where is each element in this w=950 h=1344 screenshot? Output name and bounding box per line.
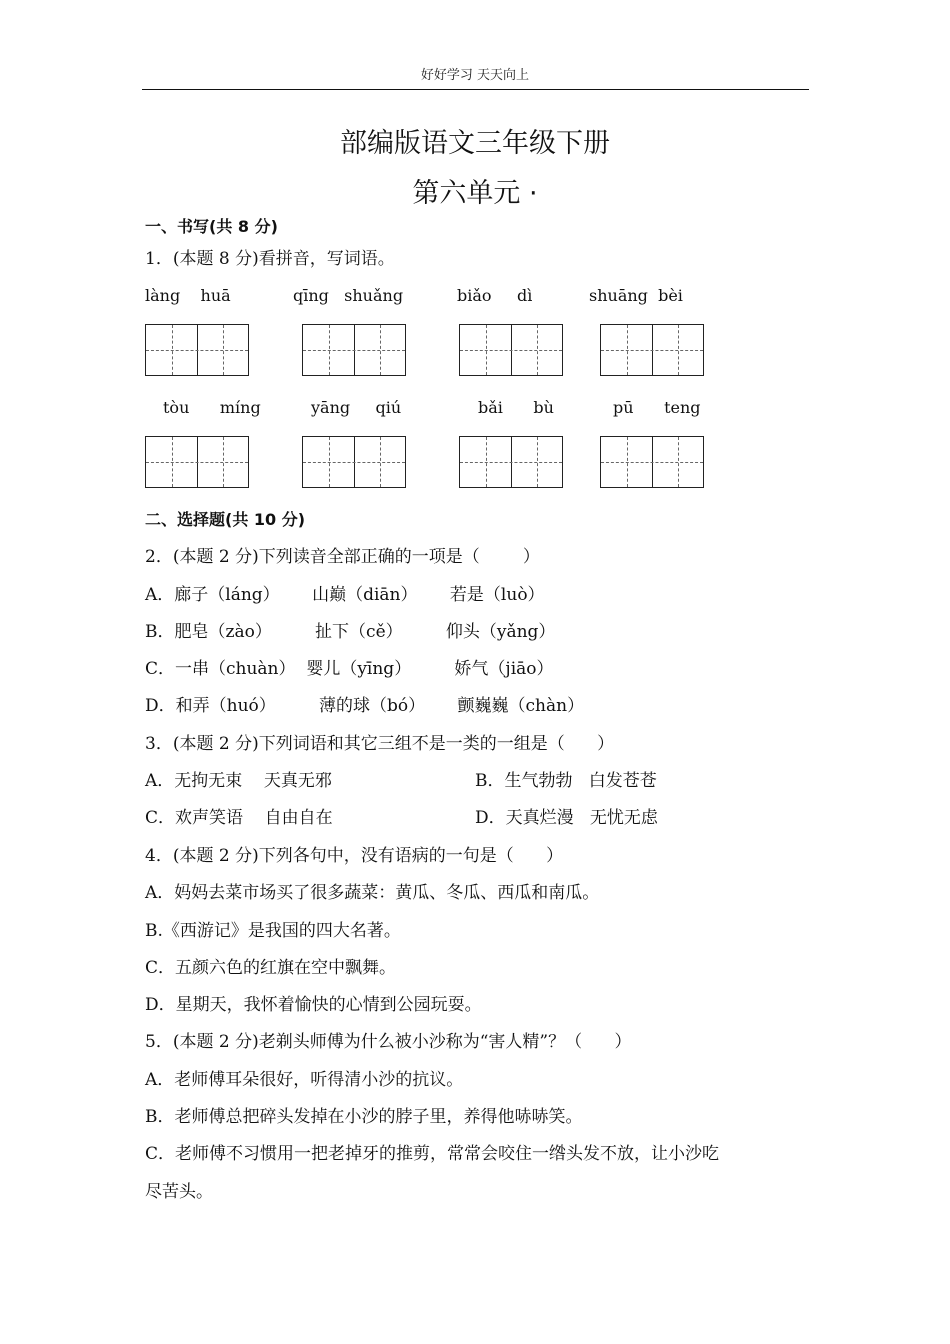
pinyin-3: biǎo dì (457, 286, 533, 305)
section1-heading: 一、书写(共 8 分) (145, 217, 278, 236)
pinyin-1: làng huā (145, 286, 231, 305)
q4-option-b: B.《西游记》是我国的四大名著。 (145, 921, 401, 941)
pinyin-6: yāng qiú (311, 398, 402, 417)
q3-option-a: A．无拘无束 天真无邪 (145, 771, 332, 791)
section2-heading: 二、选择题(共 10 分) (145, 510, 306, 529)
writing-grid[interactable] (600, 436, 704, 488)
pinyin-5: tòu míng (163, 398, 261, 417)
q3-stem: 3．(本题 2 分)下列词语和其它三组不是一类的一组是（ ） (145, 734, 615, 754)
q5-option-a: A．老师傅耳朵很好，听得清小沙的抗议。 (145, 1070, 464, 1090)
writing-grid[interactable] (459, 324, 563, 376)
q2-stem: 2．(本题 2 分)下列读音全部正确的一项是（ ） (145, 547, 540, 567)
q4-option-a: A．妈妈去菜市场买了很多蔬菜：黄瓜、冬瓜、西瓜和南瓜。 (145, 883, 600, 903)
header-rule (142, 89, 809, 90)
q2-option-d: D．和弄（huó） 薄的球（bó） 颤巍巍（chàn） (145, 696, 585, 716)
q2-option-c: C．一串（chuàn） 婴儿（yīng） 娇气（jiāo） (145, 659, 554, 679)
writing-grid[interactable] (459, 436, 563, 488)
q4-option-c: C．五颜六色的红旗在空中飘舞。 (145, 958, 397, 978)
q5-option-b: B．老师傅总把碎头发掉在小沙的脖子里，养得他哧哧笑。 (145, 1107, 583, 1127)
q4-option-d: D．星期天，我怀着愉快的心情到公园玩耍。 (145, 995, 482, 1015)
writing-grid[interactable] (302, 436, 406, 488)
q2-option-a: A．廊子（láng） 山巅（diān） 若是（luò） (145, 585, 545, 605)
pinyin-8: pū teng (613, 398, 701, 417)
pinyin-7: bǎi bù (478, 398, 554, 417)
q3-option-b: B．生气勃勃 白发苍苍 (475, 771, 657, 791)
writing-grid[interactable] (302, 324, 406, 376)
unit-title: 第六单元 · (412, 178, 538, 209)
writing-grid[interactable] (145, 324, 249, 376)
header-motto: 好好学习 天天向上 (420, 68, 530, 83)
q4-stem: 4．(本题 2 分)下列各句中，没有语病的一句是（ ） (145, 846, 564, 866)
q1-stem: 1．(本题 8 分)看拼音，写词语。 (145, 249, 395, 269)
q3-option-d: D．天真烂漫 无忧无虑 (475, 808, 658, 828)
document-title: 部编版语文三年级下册 (340, 128, 610, 159)
writing-grid[interactable] (600, 324, 704, 376)
q5-option-c: C．老师傅不习惯用一把老掉牙的推剪，常常会咬住一绺头发不放，让小沙吃 (145, 1144, 720, 1164)
q5-option-c-cont: 尽苦头。 (145, 1182, 213, 1202)
q2-option-b: B．肥皂（zào） 扯下（cě） 仰头（yǎng） (145, 622, 556, 642)
pinyin-4: shuāng bèi (589, 286, 683, 305)
q5-stem: 5．(本题 2 分)老剃头师傅为什么被小沙称为“害人精”？（ ） (145, 1032, 632, 1052)
q3-option-c: C．欢声笑语 自由自在 (145, 808, 333, 828)
pinyin-2: qīng shuǎng (293, 286, 404, 305)
writing-grid[interactable] (145, 436, 249, 488)
